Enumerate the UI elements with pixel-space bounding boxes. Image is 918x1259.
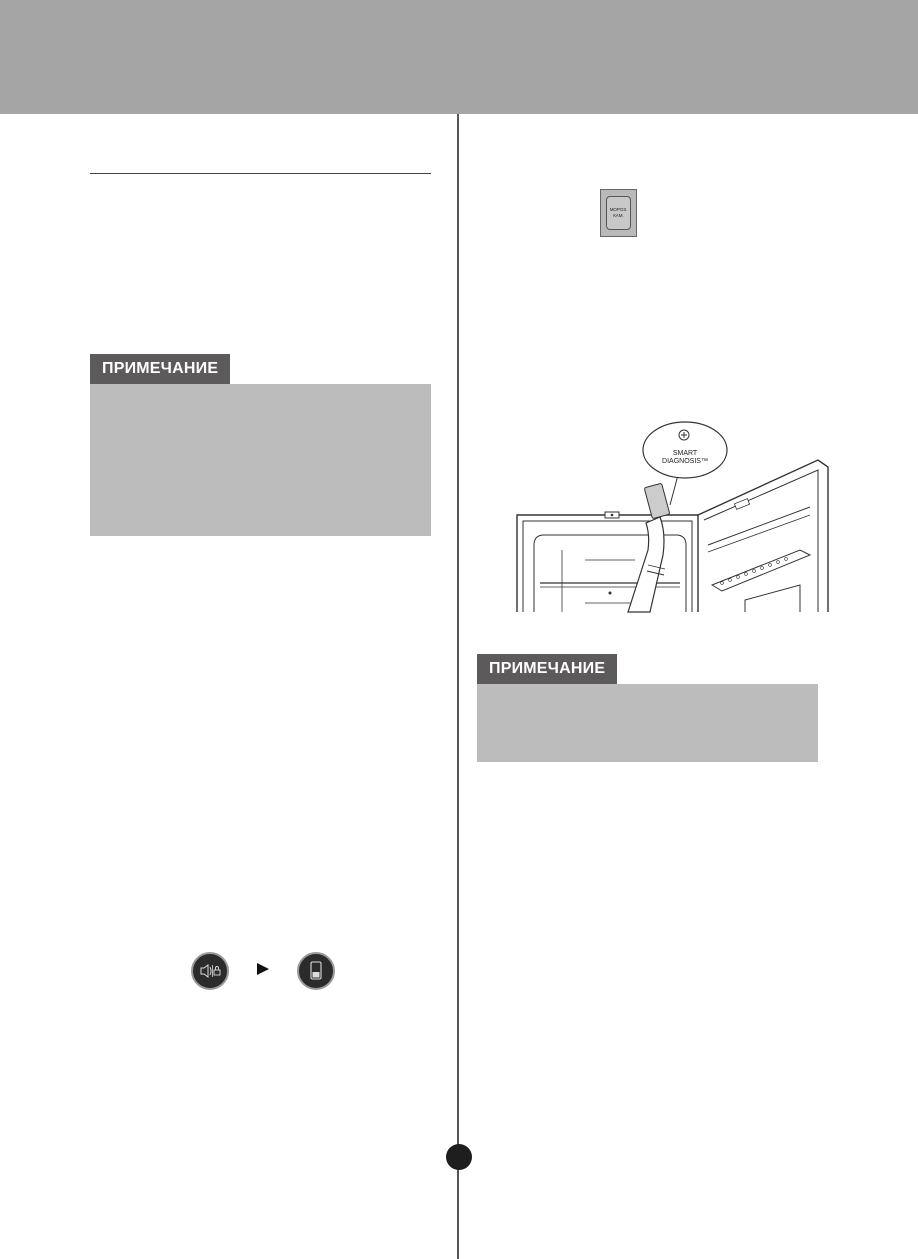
freezer-button[interactable]: [600, 189, 637, 237]
play-arrow-icon: [256, 962, 270, 976]
bubble-text-1: SMART: [672, 450, 698, 457]
note-label-left: ПРИМЕЧАНИЕ: [90, 354, 230, 384]
column-divider: [457, 114, 459, 1259]
smart-diagnosis-illustration: [500, 415, 830, 615]
door-function-button[interactable]: [297, 952, 335, 990]
page-header-band: [0, 0, 918, 114]
section-rule: [90, 173, 431, 174]
refrigerator-icon: [299, 954, 333, 988]
sound-lock-button[interactable]: [191, 952, 229, 990]
note-box-right: [477, 684, 818, 762]
note-label-right: ПРИМЕЧАНИЕ: [477, 654, 617, 684]
page-number-marker: [446, 1144, 472, 1170]
bubble-text-2: DIAGNOSIS™: [662, 458, 708, 465]
note-box-left: [90, 384, 431, 536]
speaker-lock-icon: [193, 954, 227, 988]
freezer-button-label: МОРОЗ. КАМ.: [606, 196, 631, 230]
